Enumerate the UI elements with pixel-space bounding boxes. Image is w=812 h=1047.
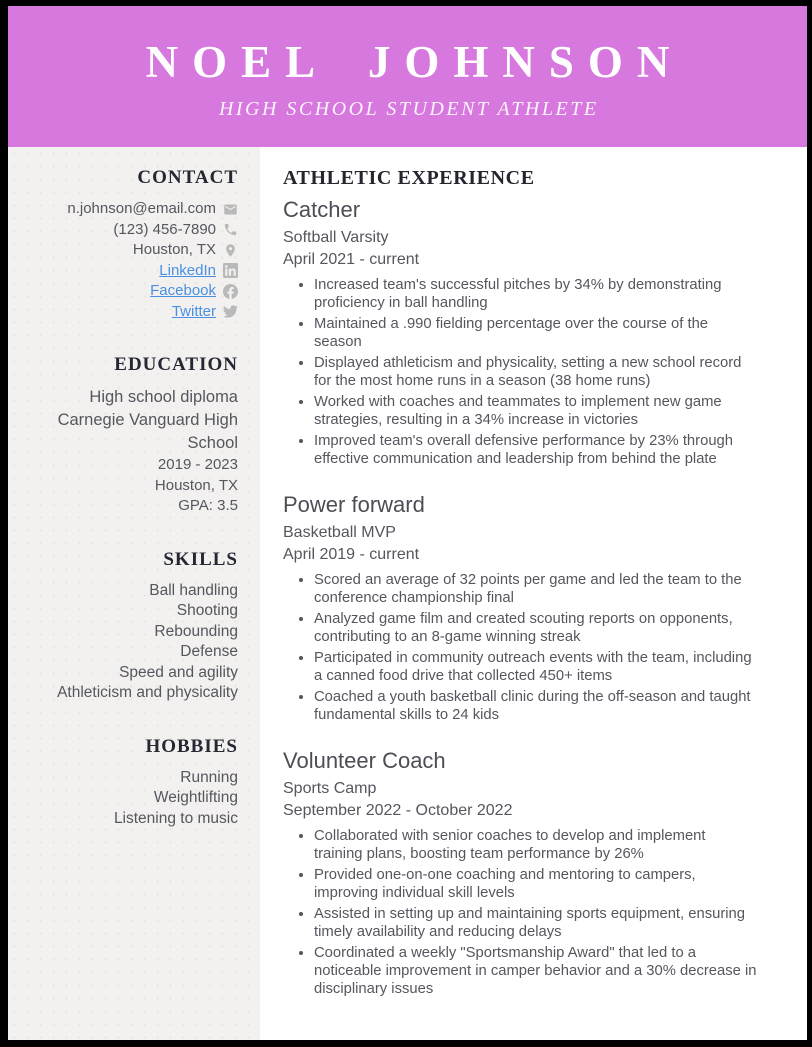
bullet-item: • Analyzed game film and created scouting reports on opponents, contributing to an 8-game winning streak — [314, 610, 757, 646]
bullet-item: • Provided one-on-one coaching and mentoring to campers, improving individual skill levels — [314, 866, 757, 902]
bullet-item: • Improved team's overall defensive performance by 23% through effective communication and leadership from behind the plate — [314, 432, 757, 468]
job-bullet-list — [283, 571, 757, 724]
contact-row-email — [48, 199, 238, 220]
bullet-item: • Scored an average of 32 points per game and led the team to the conference championship final — [314, 571, 757, 607]
job-dates: September 2022 - October 2022 — [283, 801, 513, 819]
contact-email-value: n.johnson@email.com — [67, 200, 216, 217]
contact-section — [48, 167, 238, 322]
job-bullet-list — [283, 276, 757, 468]
sidebar — [8, 147, 260, 1040]
athletic-experience-heading: ATHLETIC EXPERIENCE — [283, 167, 535, 189]
facebook-icon — [223, 284, 238, 299]
job-organization: Softball Varsity — [283, 229, 389, 246]
job-bullet-list — [283, 827, 757, 998]
phone-icon — [223, 222, 238, 237]
skill-item: Shooting — [176, 602, 238, 619]
skills-section — [48, 549, 238, 704]
hobbies-section — [48, 736, 238, 830]
education-location: Houston, TX — [154, 476, 238, 494]
contact-row-linkedin — [48, 261, 238, 282]
main-content — [260, 147, 807, 1040]
bullet-item: • Increased team's successful pitches by 34% by demonstrating proficiency in ball handling — [314, 276, 757, 312]
bullet-item: • Collaborated with senior coaches to develop and implement training plans, boosting team performance by 26% — [314, 827, 757, 863]
skill-item: Rebounding — [154, 622, 238, 640]
education-gpa: GPA: 3.5 — [178, 497, 238, 514]
twitter-link[interactable]: Twitter — [171, 302, 216, 320]
linkedin-icon — [223, 263, 238, 278]
contact-heading: CONTACT — [137, 167, 238, 188]
job-title: Volunteer Coach — [283, 748, 446, 773]
education-dates: 2019 - 2023 — [157, 456, 238, 473]
bullet-item: • Coordinated a weekly "Sportsmanship Award" that led to a noticeable improvement in camper behavior and a 30% decrease in disciplinary issues — [314, 944, 757, 998]
bullet-item: • Participated in community outreach events with the team, including a canned food drive that collected 450+ items — [314, 649, 757, 685]
skill-item: Athleticism and physicality — [57, 684, 238, 701]
job-section-catcher — [283, 197, 757, 468]
hobbies-heading: HOBBIES — [145, 735, 238, 757]
contact-location-value: Houston, TX — [132, 241, 216, 258]
bullet-item: • Maintained a .990 fielding percentage over the course of the season — [314, 315, 757, 351]
twitter-icon — [223, 304, 238, 319]
hobby-item: Running — [180, 768, 238, 786]
education-heading: EDUCATION — [114, 354, 238, 375]
bullet-item: • Assisted in setting up and maintaining sports equipment, ensuring timely availability and reducing delays — [314, 905, 757, 941]
bullet-item: • Coached a youth basketball clinic during the off-season and taught fundamental skills to 24 kids — [314, 688, 757, 724]
content-columns — [8, 147, 807, 1040]
job-title: Catcher — [283, 197, 361, 222]
job-title: Power forward — [283, 492, 425, 517]
skill-item: Speed and agility — [119, 663, 238, 681]
job-organization: Basketball MVP — [283, 524, 396, 541]
education-school: Carnegie Vanguard High School — [57, 411, 238, 452]
email-icon — [223, 202, 238, 217]
job-dates: April 2021 - current — [283, 250, 420, 268]
bullet-item: • Worked with coaches and teammates to implement new game strategies, resulting in a 34% increase in victories — [314, 393, 757, 429]
job-section-power-forward — [283, 492, 757, 724]
education-section — [48, 354, 238, 517]
contact-row-location — [48, 240, 238, 261]
skill-item: Ball handling — [149, 581, 238, 599]
skill-item: Defense — [180, 643, 238, 660]
contact-row-facebook — [48, 281, 238, 302]
hero-banner — [8, 6, 807, 147]
location-icon — [223, 243, 238, 258]
contact-phone-value: (123) 456-7890 — [113, 220, 216, 238]
job-dates: April 2019 - current — [283, 545, 420, 563]
job-organization: Sports Camp — [283, 780, 377, 797]
skills-heading: SKILLS — [163, 548, 238, 570]
hobby-item: Listening to music — [113, 809, 238, 827]
person-subtitle: HIGH SCHOOL STUDENT ATHLETE — [218, 98, 599, 120]
contact-row-twitter — [48, 302, 238, 323]
hobby-item: Weightlifting — [153, 789, 238, 806]
linkedin-link[interactable]: LinkedIn — [159, 261, 216, 279]
job-section-volunteer-coach — [283, 748, 757, 998]
education-degree: High school diploma — [89, 388, 238, 406]
contact-row-phone — [48, 220, 238, 241]
facebook-link[interactable]: Facebook — [150, 282, 216, 299]
bullet-item: • Displayed athleticism and physicality, setting a new school record for the most home runs in a season (38 home runs) — [314, 354, 757, 390]
person-name: NOEL JOHNSON — [145, 37, 684, 87]
